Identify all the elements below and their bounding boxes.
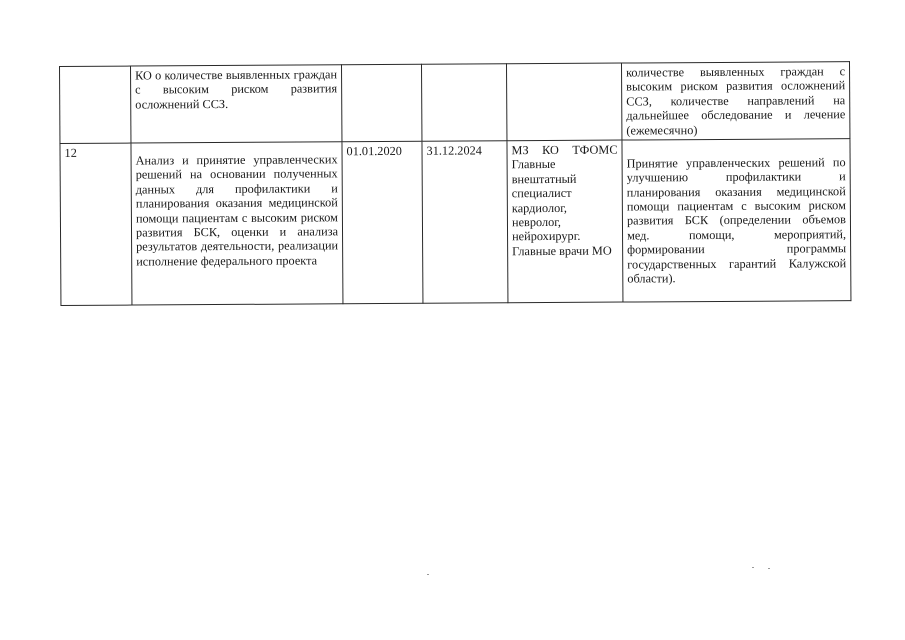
activity-cell: Анализ и принятие управленческих решений на основании полученных данных для профилактики и планирования оказания медицинской помощи пациентам с высоким риском развития БСК, оценки и анализа результатов деятельности, реализации исполнение федерального проекта: [131, 142, 343, 305]
scan-speck: [427, 574, 429, 575]
table-row: [60, 139, 851, 306]
end-date-cell: [421, 64, 506, 142]
start-date-cell: 01.01.2020: [342, 141, 423, 303]
responsible-cell: МЗ КО ТФОМС Главные внештатный специалист кардиолог, невролог, нейрохирург. Главные врачи МО: [507, 140, 623, 303]
scan-speck: [752, 567, 754, 568]
start-date-cell: [341, 64, 421, 142]
row-number-cell: 12: [60, 143, 132, 305]
measures-table: [59, 61, 851, 306]
activity-cell: КО о количестве выявленных граждан с высоким риском развития осложнений ССЗ.: [131, 65, 342, 143]
responsible-cell: [506, 63, 621, 141]
scan-speck: [768, 568, 770, 569]
result-cell: Принятие управленческих решений по улучшению профилактики и планирования оказания медицинской помощи пациентам с высоким риском развития БСК (определении объемов мед. помощи, мероприятий, формировании программы государственных гарантий Калужской области).: [622, 139, 851, 302]
result-cell: количестве выявленных граждан с высоким риском развития осложнений ССЗ, количестве направлений на дальнейшее обследование и лечение (ежемесячно): [621, 62, 849, 140]
table-row: [60, 62, 850, 144]
row-number-cell: [60, 66, 131, 143]
end-date-cell: 31.12.2024: [422, 141, 508, 304]
